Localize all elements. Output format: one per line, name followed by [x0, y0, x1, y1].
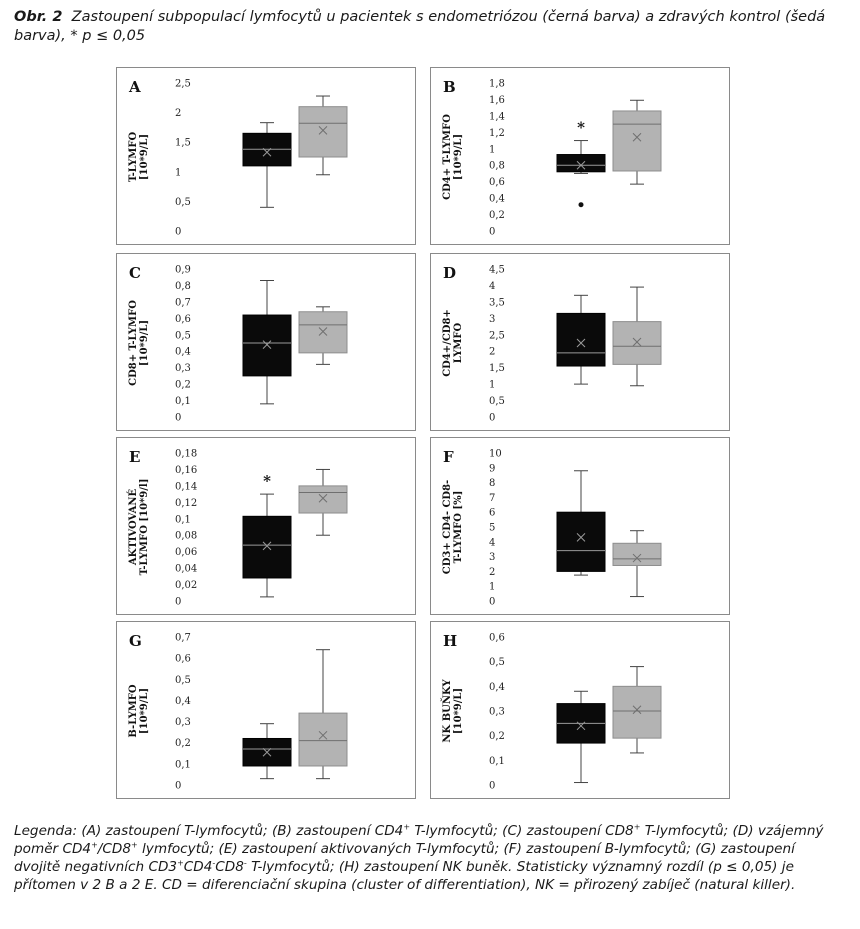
y-tick-label: 0,06 [175, 547, 198, 559]
y-axis-label-line: CD3+ CD4- CD8- [442, 479, 453, 575]
y-axis-label-line: [10*9/L] [139, 319, 150, 367]
y-tick-label: 0,6 [175, 313, 191, 325]
box-controls [299, 713, 347, 766]
y-tick-label: 5 [489, 522, 496, 534]
panel-letter: F [443, 448, 454, 466]
y-tick-label: 0,9 [175, 264, 191, 276]
panel-d [430, 253, 730, 431]
box-patients [243, 516, 291, 578]
panel-a [116, 67, 416, 245]
y-tick-label: 0,2 [175, 738, 191, 750]
boxplot-c [117, 254, 415, 430]
y-tick-label: 0,4 [489, 193, 505, 205]
y-axis-label-line: T-LYMFO [128, 131, 139, 183]
legend-part-1: Legenda: (A) zastoupení T-lymfocytů; (B) zastoupení CD4 [14, 823, 404, 839]
y-tick-label: 0,3 [175, 717, 191, 729]
y-tick-label: 0,18 [175, 448, 198, 460]
y-tick-label: 0,1 [489, 755, 505, 767]
legend-part-3: T-lymfocytů; (D) vzájemný poměr CD4 [14, 823, 824, 857]
legend-part-6: CD4 [183, 859, 213, 875]
figure-caption [14, 8, 844, 46]
y-tick-label: 4 [489, 537, 496, 549]
significance-asterisk: * [263, 472, 271, 491]
y-tick-label: 0 [489, 412, 496, 424]
panel-letter: A [129, 78, 141, 96]
y-tick-label: 1 [489, 379, 496, 391]
y-tick-label: 2,5 [489, 330, 505, 342]
y-axis-label-line: [10*9/L] [453, 133, 464, 181]
y-tick-label: 4 [489, 280, 496, 292]
panel-letter: H [443, 632, 458, 650]
y-tick-label: 4,5 [489, 264, 505, 276]
y-axis-label-line: B-LYMFO [128, 684, 139, 738]
y-tick-label: 0,1 [175, 396, 191, 408]
legend-sup-3: + [91, 840, 98, 850]
box-controls [613, 111, 661, 171]
legend-part-5: lymfocytů; (E) zastoupení aktivovaných T-lymfocytů; (F) zastoupení B-lymfocytů; (G) zastoupení dvojitě negativních CD3 [14, 841, 795, 875]
legend-sup-7: - [243, 858, 247, 868]
y-tick-label: 0,1 [175, 514, 191, 526]
legend-sup-4: + [130, 840, 138, 850]
y-tick-label: 0,5 [175, 196, 191, 208]
box-patients [557, 313, 605, 366]
y-tick-label: 0,3 [175, 363, 191, 375]
panel-h [430, 621, 730, 799]
y-axis-label-line: NK BUŇKY [442, 679, 453, 743]
y-tick-label: 1,2 [489, 127, 505, 139]
y-tick-label: 0,5 [489, 657, 505, 669]
box-patients [557, 512, 605, 571]
legend-part-7: CD8 [215, 859, 244, 875]
boxplot-b [431, 68, 729, 244]
panel-e [116, 437, 416, 615]
y-tick-label: 0,5 [175, 674, 191, 686]
y-tick-label: 1 [175, 167, 182, 179]
boxplot-a [117, 68, 415, 244]
boxplot-g [117, 622, 415, 798]
y-tick-label: 0 [489, 780, 496, 792]
box-controls [299, 107, 347, 157]
figure-caption-text: Zastoupení subpopulací lymfocytů u pacientek s endometriózou (černá barva) a zdravých kontrol (šedá barva), * p ≤ 0,05 [14, 9, 826, 44]
legend-part-4: /CD8 [97, 841, 131, 857]
outlier-point [579, 202, 584, 207]
y-tick-label: 0,04 [175, 563, 198, 575]
panel-g [116, 621, 416, 799]
panel-b [430, 67, 730, 245]
legend-sup-6: - [212, 858, 216, 868]
y-tick-label: 10 [489, 448, 502, 460]
y-tick-label: 0,8 [175, 280, 191, 292]
boxplot-e [117, 438, 415, 614]
y-axis-label-line: [10*9/L] [453, 687, 464, 735]
y-axis-label-line: [10*9/L] [139, 133, 150, 181]
panel-letter: G [129, 632, 142, 650]
y-tick-label: 2 [489, 346, 496, 358]
y-tick-label: 1 [489, 581, 496, 593]
panel-letter: B [443, 78, 456, 96]
box-patients [557, 155, 605, 172]
y-tick-label: 0,4 [175, 695, 191, 707]
legend-part-2: T-lymfocytů; (C) zastoupení CD8 [410, 823, 634, 839]
legend-sup-1: + [403, 822, 411, 832]
y-tick-label: 1,5 [175, 137, 191, 149]
y-tick-label: 0,08 [175, 530, 198, 542]
panel-letter: C [129, 264, 141, 282]
y-tick-label: 1,5 [489, 363, 505, 375]
y-tick-label: 0,5 [489, 396, 505, 408]
y-tick-label: 8 [489, 478, 496, 490]
y-axis-label-line: CD4+ T-LYMFO [442, 114, 453, 200]
y-tick-label: 2,5 [175, 78, 191, 90]
y-tick-label: 9 [489, 463, 496, 475]
panel-letter: D [443, 264, 457, 282]
y-tick-label: 1,8 [489, 78, 505, 90]
figure-label: Obr. 2 [14, 9, 63, 25]
y-axis-label-line: [10*9/L] [139, 687, 150, 735]
boxplot-h [431, 622, 729, 798]
legend-text [14, 822, 844, 894]
y-axis-label-line: CD4+/CD8+ [442, 309, 453, 377]
y-tick-label: 1,6 [489, 94, 505, 106]
legend-sup-2: + [633, 822, 641, 832]
y-tick-label: 0,02 [175, 580, 198, 592]
legend-part-8: T-lymfocytů; (H) zastoupení NK buněk. Statisticky významný rozdíl (p ≤ 0,05) je přítomen v 2 B a 2 E. CD = diferenciační skupina (cluster of differentiation), NK = přirozený zabíječ (natural killer). [14, 859, 796, 893]
y-axis-label-line: AKTIVOVANÉ [128, 488, 139, 566]
box-controls [613, 686, 661, 738]
legend-sup-5: + [177, 858, 184, 868]
y-axis-label-line: LYMFO [453, 322, 464, 364]
y-tick-label: 0 [175, 226, 182, 238]
box-controls [299, 486, 347, 513]
y-tick-label: 0,7 [175, 297, 191, 309]
y-tick-label: 0,2 [489, 731, 505, 743]
box-controls [299, 312, 347, 353]
y-tick-label: 0,2 [489, 210, 505, 222]
panel-c [116, 253, 416, 431]
panel-f [430, 437, 730, 615]
y-tick-label: 0,12 [175, 497, 198, 509]
y-tick-label: 3 [489, 552, 496, 564]
y-tick-label: 2 [175, 108, 182, 120]
y-tick-label: 0 [175, 780, 182, 792]
boxplot-f [431, 438, 729, 614]
y-tick-label: 0,4 [175, 346, 191, 358]
y-tick-label: 6 [489, 507, 496, 519]
y-tick-label: 0,14 [175, 481, 198, 493]
y-tick-label: 0,5 [175, 330, 191, 342]
significance-asterisk: * [577, 118, 585, 137]
y-tick-label: 1 [489, 144, 496, 156]
y-tick-label: 0,8 [489, 160, 505, 172]
y-tick-label: 0 [175, 596, 182, 608]
y-tick-label: 0,3 [489, 706, 505, 718]
y-tick-label: 0 [489, 226, 496, 238]
y-tick-label: 3,5 [489, 297, 505, 309]
y-tick-label: 1,4 [489, 111, 505, 123]
y-axis-label-line: T-LYMFO [10*9/l] [139, 478, 150, 576]
y-tick-label: 0 [175, 412, 182, 424]
panel-letter: E [129, 448, 141, 466]
y-tick-label: 0,6 [489, 632, 505, 644]
y-tick-label: 2 [489, 566, 496, 578]
y-tick-label: 0,6 [175, 653, 191, 665]
y-tick-label: 0,7 [175, 632, 191, 644]
y-tick-label: 3 [489, 313, 496, 325]
y-axis-label-line: CD8+ T-LYMFO [128, 300, 139, 386]
y-tick-label: 0,6 [489, 177, 505, 189]
y-tick-label: 0,2 [175, 379, 191, 391]
box-controls [613, 543, 661, 565]
boxplot-d [431, 254, 729, 430]
y-tick-label: 0 [489, 596, 496, 608]
y-tick-label: 0,4 [489, 681, 505, 693]
y-tick-label: 0,16 [175, 464, 198, 476]
box-patients [243, 315, 291, 376]
y-axis-label-line: T-LYMFO [%] [453, 490, 464, 564]
box-controls [613, 322, 661, 365]
y-tick-label: 0,1 [175, 759, 191, 771]
y-tick-label: 7 [489, 492, 496, 504]
